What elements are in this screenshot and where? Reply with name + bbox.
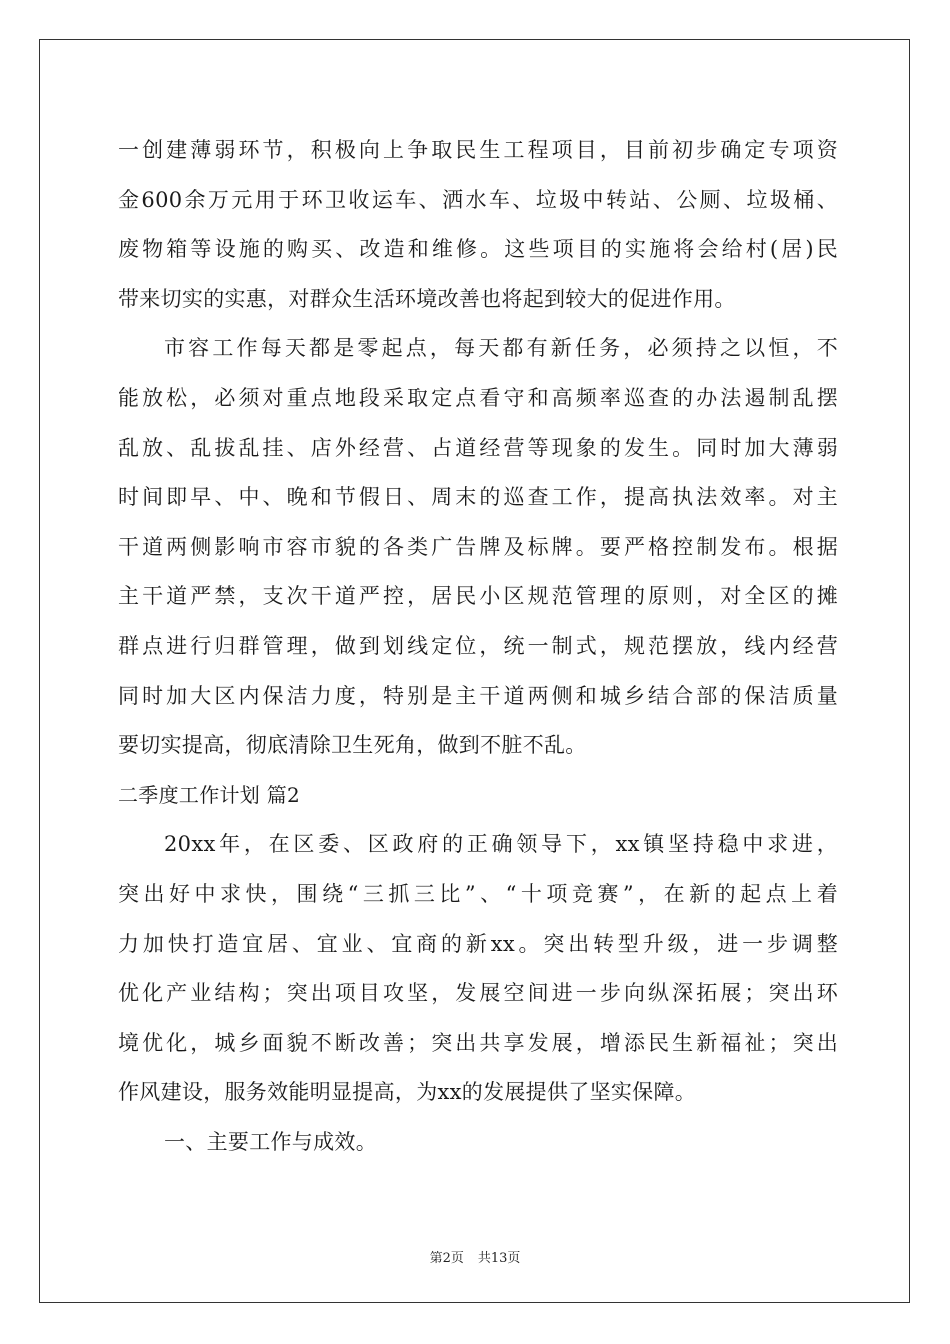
page-footer <box>0 1247 950 1266</box>
text-line: 20xx年，在区委、区政府的正确领导下，xx镇坚持稳中求进， <box>164 832 838 857</box>
text-line: 境优化，城乡面貌不断改善；突出共享发展，增添民生新福祉；突出 <box>118 1030 838 1055</box>
page-number: 第2页 <box>429 1251 464 1266</box>
text-line: 突出好中求快，围绕“三抓三比”、“十项竞赛”，在新的起点上着 <box>118 881 838 906</box>
page-total: 共13页 <box>477 1251 521 1266</box>
text-line: 带来切实的实惠，对群众生活环境改善也将起到较大的促进作用。 <box>118 286 736 311</box>
text-line: 金600余万元用于环卫收运车、洒水车、垃圾中转站、公厕、垃圾桶、 <box>118 187 838 212</box>
text-line: 乱放、乱拔乱挂、店外经营、占道经营等现象的发生。同时加大薄弱 <box>118 435 838 460</box>
text-line: 废物箱等设施的购买、改造和维修。这些项目的实施将会给村(居)民 <box>118 237 838 262</box>
text-line: 群点进行归群管理，做到划线定位，统一制式，规范摆放，线内经营 <box>118 633 838 658</box>
text-line: 要切实提高，彻底清除卫生死角，做到不脏不乱。 <box>118 733 587 758</box>
section-heading: 二季度工作计划 篇2 <box>118 782 301 807</box>
document-body <box>118 126 838 1167</box>
text-line: 一创建薄弱环节，积极向上争取民生工程项目，目前初步确定专项资 <box>118 138 838 162</box>
text-line: 干道两侧影响市容市貌的各类广告牌及标牌。要严格控制发布。根据 <box>118 534 838 559</box>
text-line: 优化产业结构；突出项目攻坚，发展空间进一步向纵深拓展；突出环 <box>118 981 838 1006</box>
text-line: 一、主要工作与成效。 <box>164 1129 377 1154</box>
text-line: 作风建设，服务效能明显提高，为xx的发展提供了坚实保障。 <box>118 1080 697 1105</box>
text-line: 时间即早、中、晚和节假日、周末的巡查工作，提高执法效率。对主 <box>118 485 838 510</box>
text-line: 主干道严禁，支次干道严控，居民小区规范管理的原则，对全区的摊 <box>118 584 838 609</box>
text-line: 同时加大区内保洁力度，特别是主干道两侧和城乡结合部的保洁质量 <box>118 683 838 708</box>
text-line: 力加快打造宜居、宜业、宜商的新xx。突出转型升级，进一步调整 <box>118 931 838 956</box>
text-line: 市容工作每天都是零起点，每天都有新任务，必须持之以恒，不 <box>164 336 838 361</box>
text-line: 能放松，必须对重点地段采取定点看守和高频率巡查的办法遏制乱摆 <box>118 385 838 410</box>
